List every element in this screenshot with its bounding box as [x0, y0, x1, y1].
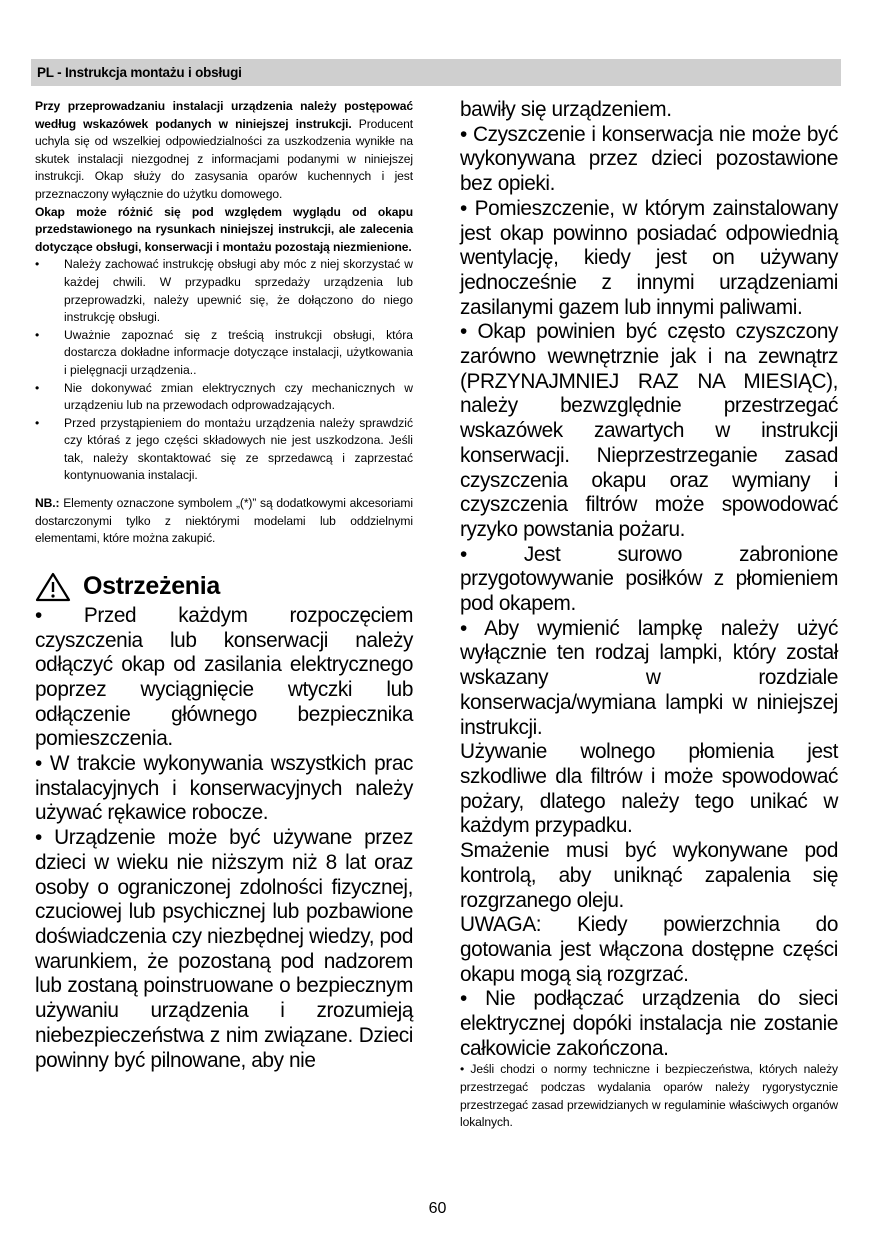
- right-column: [460, 98, 838, 1132]
- intro-paragraph: [35, 98, 413, 204]
- warning-paragraph: bawiły się urządzeniem.: [460, 98, 672, 121]
- nb-label: NB.:: [35, 496, 60, 511]
- warning-paragraph: • Pomieszczenie, w którym zainstalowany jest okap powinno posiadać odpowiednią wentylację, kiedy jest on używany jednocześnie z innymi urządzeniami zasilanymi gazem lub innymi paliwami.: [460, 196, 838, 319]
- left-column: [35, 98, 413, 1073]
- section-header-bar: [31, 59, 841, 86]
- bullet-item: • Należy zachować instrukcję obsługi aby móc z niej skorzystać w każdej chwili. W przypadku sprzedaży urządzenia lub przeprowadzki, należy upewnić się, że dołączono do niego instrukcję obsługi.: [35, 257, 413, 325]
- warning-paragraph: • W trakcie wykonywania wszystkich prac instalacyjnych i konserwacyjnych należy używać rękawice robocze.: [35, 752, 413, 825]
- warning-paragraph: • Okap powinien być często czyszczony zarówno wewnętrznie jak i na zewnątrz (PRZYNAJMNIEJ RAZ NA MIESIĄC), należy bezwzględnie przestrzegać wskazówek zawartych w instrukcji konserwacji. Nieprzestrzeganie zasad czyszczenia okapu oraz wymiany i czyszczenia filtrów może spowodować ryzyko powstania pożaru.: [460, 320, 838, 541]
- intro-bold: Przy przeprowadzaniu instalacji urządzenia należy postępować według wskazówek podanych w niniejszej instrukcji.: [35, 99, 413, 131]
- instruction-bullets: [35, 256, 413, 485]
- bullet-item: • Przed przystąpieniem do montażu urządzenia należy sprawdzić czy któraś z jego części składowych nie jest uszkodzona. Jeśli tak, należy skontaktować się ze sprzedawcą i zaprzestać kontynuowania instalacji.: [35, 415, 413, 483]
- bullet-item: • Uważnie zapoznać się z treścią instrukcji obsługi, która dostarcza dokładne informacje dotyczące instalacji, użytkowania i pielęgnacji urządzenia..: [35, 327, 413, 377]
- nb-note: [35, 495, 413, 548]
- warning-paragraph: • Nie podłączać urządzenia do sieci elektrycznej dopóki instalacja nie zostanie całkowicie zakończona.: [460, 987, 838, 1060]
- warning-paragraph: • Przed każdym rozpoczęciem czyszczenia lub konserwacji należy odłączyć okap od zasilania elektrycznego poprzez wyciągnięcie wtyczki lub odłączenie głównego bezpiecznika pomieszczenia.: [35, 603, 413, 751]
- bullet-item: • Nie dokonywać zmian elektrycznych czy mechanicznych w urządzeniu lub na przewodach odprowadzających.: [35, 380, 413, 413]
- bullet-dot: •: [35, 380, 40, 395]
- warnings-title: Ostrzeżenia: [83, 572, 221, 601]
- regulations-note: • Jeśli chodzi o normy techniczne i bezpieczeństwa, których należy przestrzegać podczas wydalania oparów należy rygorystycznie przestrzegać zasad przewidzianych w regulaminie właściwych organów lokalnych.: [460, 1062, 838, 1130]
- warning-paragraph: UWAGA: Kiedy powierzchnia do gotowania jest włączona dostępne części okapu mogą sią rozgrzać.: [460, 913, 838, 986]
- intro-rest: Producent uchyla się od wszelkiej odpowiedzialności za uszkodzenia wynikłe na skutek instalacji niezgodnej z informacjami podanymi w niniejszej instrukcji. Okap służy do zasysania oparów kuchennych i jest przeznaczony wyłącznie do użytku domowego.: [35, 116, 413, 201]
- warnings-heading: [35, 570, 413, 604]
- warning-paragraph: • Aby wymienić lampkę należy użyć wyłącznie ten rodzaj lampki, który został wskazany w rozdziale konserwacja/wymiana lampki w niniejszej instrukcji.: [460, 616, 838, 739]
- bullet-dot: •: [35, 257, 40, 272]
- warning-triangle-icon: [35, 572, 71, 602]
- warning-paragraph: • Czyszczenie i konserwacja nie może być wykonywana przez dzieci pozostawione bez opieki.: [460, 122, 838, 196]
- page-number: 60: [428, 1200, 447, 1217]
- warning-paragraph: • Jest surowo zabronione przygotowywanie posiłków z płomieniem pod okapem.: [460, 542, 838, 616]
- warning-paragraph: Używanie wolnego płomienia jest szkodliwe dla filtrów i może spowodować pożary, dlatego należy tego unikać w każdym przypadku.: [460, 740, 838, 838]
- warning-paragraph: • Urządzenie może być używane przez dzieci w wieku nie niższym niż 8 lat oraz osoby o ograniczonej zdolności fizycznej, czuciowej lub psychicznej lub pozbawione doświadczenia czy niezbędnej wiedzy, pod warunkiem, że pozostaną pod nadzorem lub zostaną poinstruowane o bezpiecznym używaniu urządzenia i zrozumieją niebezpieczeństwa z nim związane. Dzieci powinny być pilnowane, aby nie: [35, 826, 413, 1072]
- nb-text: Elementy oznaczone symbolem „(*)” są dodatkowymi akcesoriami dostarczonymi tylko z niektórymi modelami lub oddzielnymi elementami, które można zakupić.: [35, 496, 413, 546]
- appearance-note: Okap może różnić się pod względem wyglądu od okapu przedstawionego na rysunkach niniejszej instrukcji, ale zalecenia dotyczące obsługi, konserwacji i montażu pozostają niezmienione.: [35, 204, 413, 254]
- bullet-dot: •: [35, 415, 40, 430]
- bullet-dot: •: [35, 327, 40, 342]
- section-title: PL - Instrukcja montażu i obsługi: [37, 65, 242, 80]
- warning-paragraph: Smażenie musi być wykonywane pod kontrolą, aby uniknąć zapalenia się rozgrzanego oleju.: [460, 839, 838, 912]
